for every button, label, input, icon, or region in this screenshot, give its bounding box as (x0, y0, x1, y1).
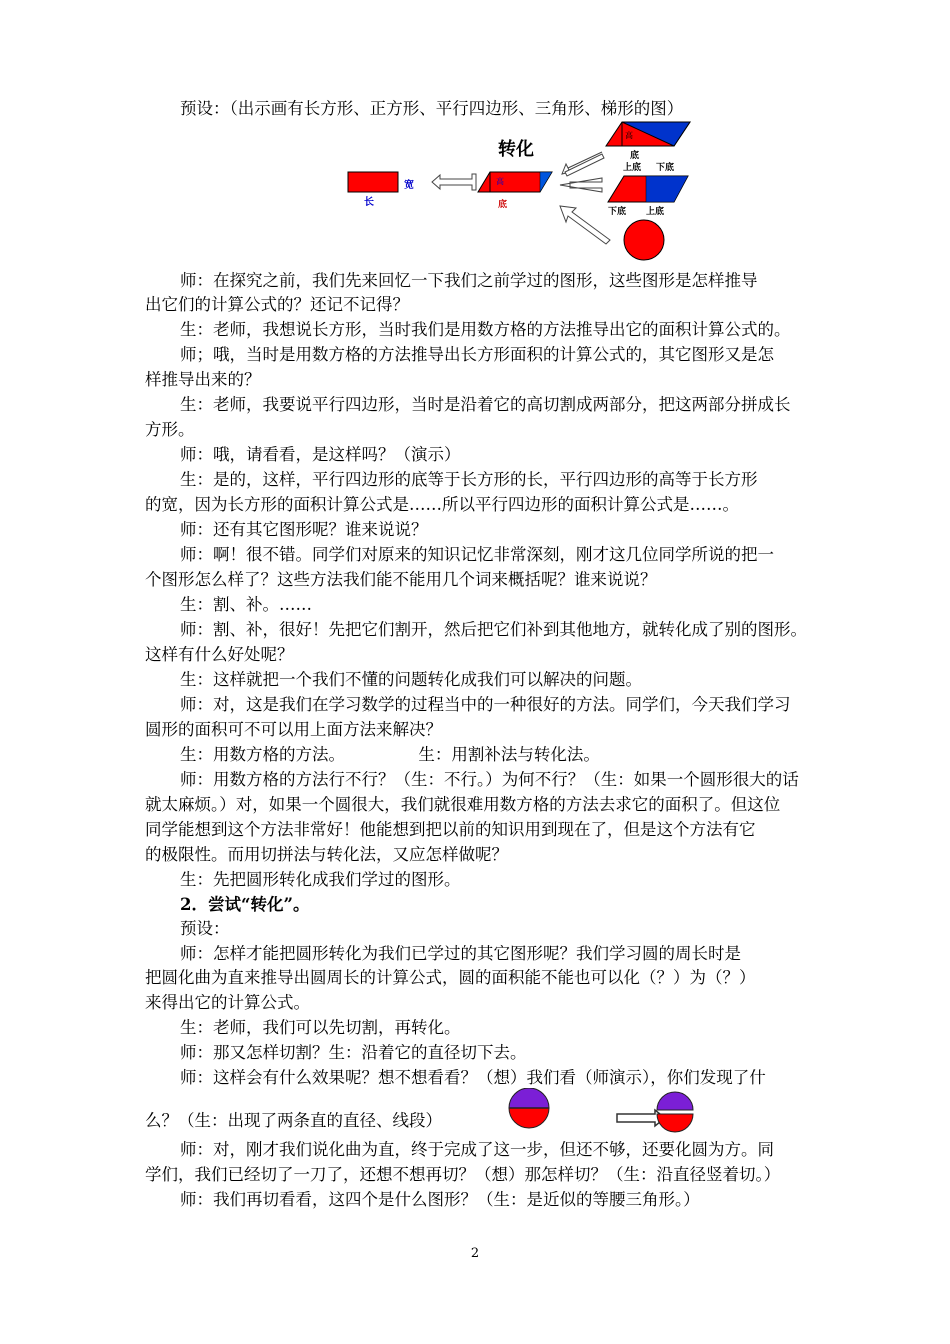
trap2-bottom-label: 下底 (608, 207, 627, 217)
text-line: 生：老师，我要说平行四边形，当时是沿着它的高切割成两部分，把这两部分拼成长 (180, 395, 791, 414)
text-line: 把圆化曲为直来推导出圆周长的计算公式，圆的面积能不能也可以化（？）为（？） (145, 968, 756, 987)
text-line: 生：用数方格的方法。 生：用割补法与转化法。 (180, 745, 600, 764)
arrow-left-icon (432, 174, 476, 190)
text-line: 师：对，这是我们在学习数学的过程当中的一种很好的方法。同学们，今天我们学习 (180, 695, 791, 714)
text-line: 师；哦，当时是用数方格的方法推导出长方形面积的计算公式的，其它图形又是怎 (180, 345, 774, 364)
tri-base-label: 底 (630, 151, 640, 161)
text-line: 师：还有其它图形呢？谁来说说？ (180, 520, 428, 539)
text-line: 出它们的计算公式的？还记不记得？ (145, 295, 409, 314)
text-line: 这样有什么好处呢？ (145, 645, 294, 664)
arrow-from-trapezoid-icon (560, 178, 602, 192)
trap-bottom-label: 下底 (656, 163, 675, 173)
text-line: 学们，我们已经切了一刀了，还想不想再切？（想）那怎样切？（生：沿直径竖着切。） (145, 1165, 781, 1184)
text-line: 么？（生：出现了两条直的直径、线段） (145, 1111, 442, 1130)
circle-top-half (509, 1088, 549, 1108)
diagram-title: 转化 (498, 139, 534, 160)
arrow-from-triangle-shaft-icon (565, 154, 604, 176)
rect-length-label: 长 (364, 197, 374, 208)
text-line: 的宽，因为长方形的面积计算公式是……所以平行四边形的面积计算公式是……。 (145, 495, 739, 514)
split-top-half (657, 1092, 693, 1110)
text-line: 个图形怎么样了？这些方法我们能不能用几个词来概括呢？谁来说说？ (145, 570, 657, 589)
text-line: 方形。 (145, 420, 195, 439)
text-line: 的极限性。而用切拼法与转化法，又应怎样做呢？ (145, 845, 508, 864)
text-line: 师：用数方格的方法行不行？（生：不行。）为何不行？（生：如果一个圆形很大的话 (180, 770, 799, 789)
text-line: 师：怎样才能把圆形转化为我们已学过的其它图形呢？我们学习圆的周长时是 (180, 944, 741, 963)
text-line: 同学能想到这个方法非常好！他能想到把以前的知识用到现在了，但是这个方法有它 (145, 820, 756, 839)
text-line: 师：啊！很不错。同学们对原来的知识记忆非常深刻，刚才这几位同学所说的把一 (180, 545, 774, 564)
text-line: 师：对，刚才我们说化曲为直，终于完成了这一步，但还不够，还要化圆为方。同 (180, 1140, 774, 1159)
rect-width-label: 宽 (404, 180, 414, 191)
text-line: 生：是的，这样，平行四边形的底等于长方形的长，平行四边形的高等于长方形 (180, 470, 758, 489)
circle-cut-illustration (505, 1088, 710, 1136)
trap2-top-label: 上底 (646, 207, 665, 217)
rectangle-shape (348, 172, 398, 192)
text-line: 师：割、补，很好！先把它们割开，然后把它们补到其他地方，就转化成了别的图形。 (180, 620, 807, 639)
text-line: 生：老师，我们可以先切割，再转化。 (180, 1018, 461, 1037)
section-heading: 2．尝试“转化”。 (180, 895, 310, 914)
page-number: 2 (470, 1246, 480, 1261)
trapezoid-pair-blue-half (646, 176, 688, 202)
text-line: 师：哦，请看看，是这样吗？（演示） (180, 445, 461, 464)
para-base-label: 底 (498, 200, 508, 210)
text-line: 师：这样会有什么效果呢？想不想看看？（想）我们看（师演示），你们发现了什 (180, 1068, 766, 1087)
para-height-label: 高 (496, 177, 504, 186)
text-line: 来得出它的计算公式。 (145, 993, 310, 1012)
text-line: 圆形的面积可不可以用上面方法来解决？ (145, 720, 442, 739)
text-line: 预设： (180, 919, 230, 938)
text-line: 师：在探究之前，我们先来回忆一下我们之前学过的图形，这些图形是怎样推导 (180, 271, 758, 290)
split-bottom-half (657, 1114, 693, 1132)
parallelogram-cut-piece (540, 172, 552, 192)
arrow-from-circle-icon (560, 206, 610, 244)
text-line: 师：我们再切看看，这四个是什么图形？（生：是近似的等腰三角形。） (180, 1190, 700, 1209)
text-line: 生：这样就把一个我们不懂的问题转化成我们可以解决的问题。 (180, 670, 642, 689)
text-line: 预设：（出示画有长方形、正方形、平行四边形、三角形、梯形的图） (180, 99, 684, 118)
text-line: 师：那又怎样切割？生：沿着它的直径切下去。 (180, 1043, 527, 1062)
shape-transformation-diagram (340, 112, 710, 262)
text-line: 生：割、补。…… (180, 595, 312, 614)
tri-height-label: 高 (625, 131, 633, 140)
text-line: 生：老师，我想说长方形，当时我们是用数方格的方法推导出它的面积计算公式的。 (180, 320, 791, 339)
text-line: 就太麻烦。）对，如果一个圆很大，我们就很难用数方格的方法去求它的面积了。但这位 (145, 795, 781, 814)
text-line: 样推导出来的？ (145, 370, 261, 389)
circle-shape (624, 220, 664, 260)
trap-top-label: 上底 (623, 163, 642, 173)
text-line: 生：先把圆形转化成我们学过的图形。 (180, 870, 461, 889)
circle-bottom-half (509, 1108, 549, 1128)
